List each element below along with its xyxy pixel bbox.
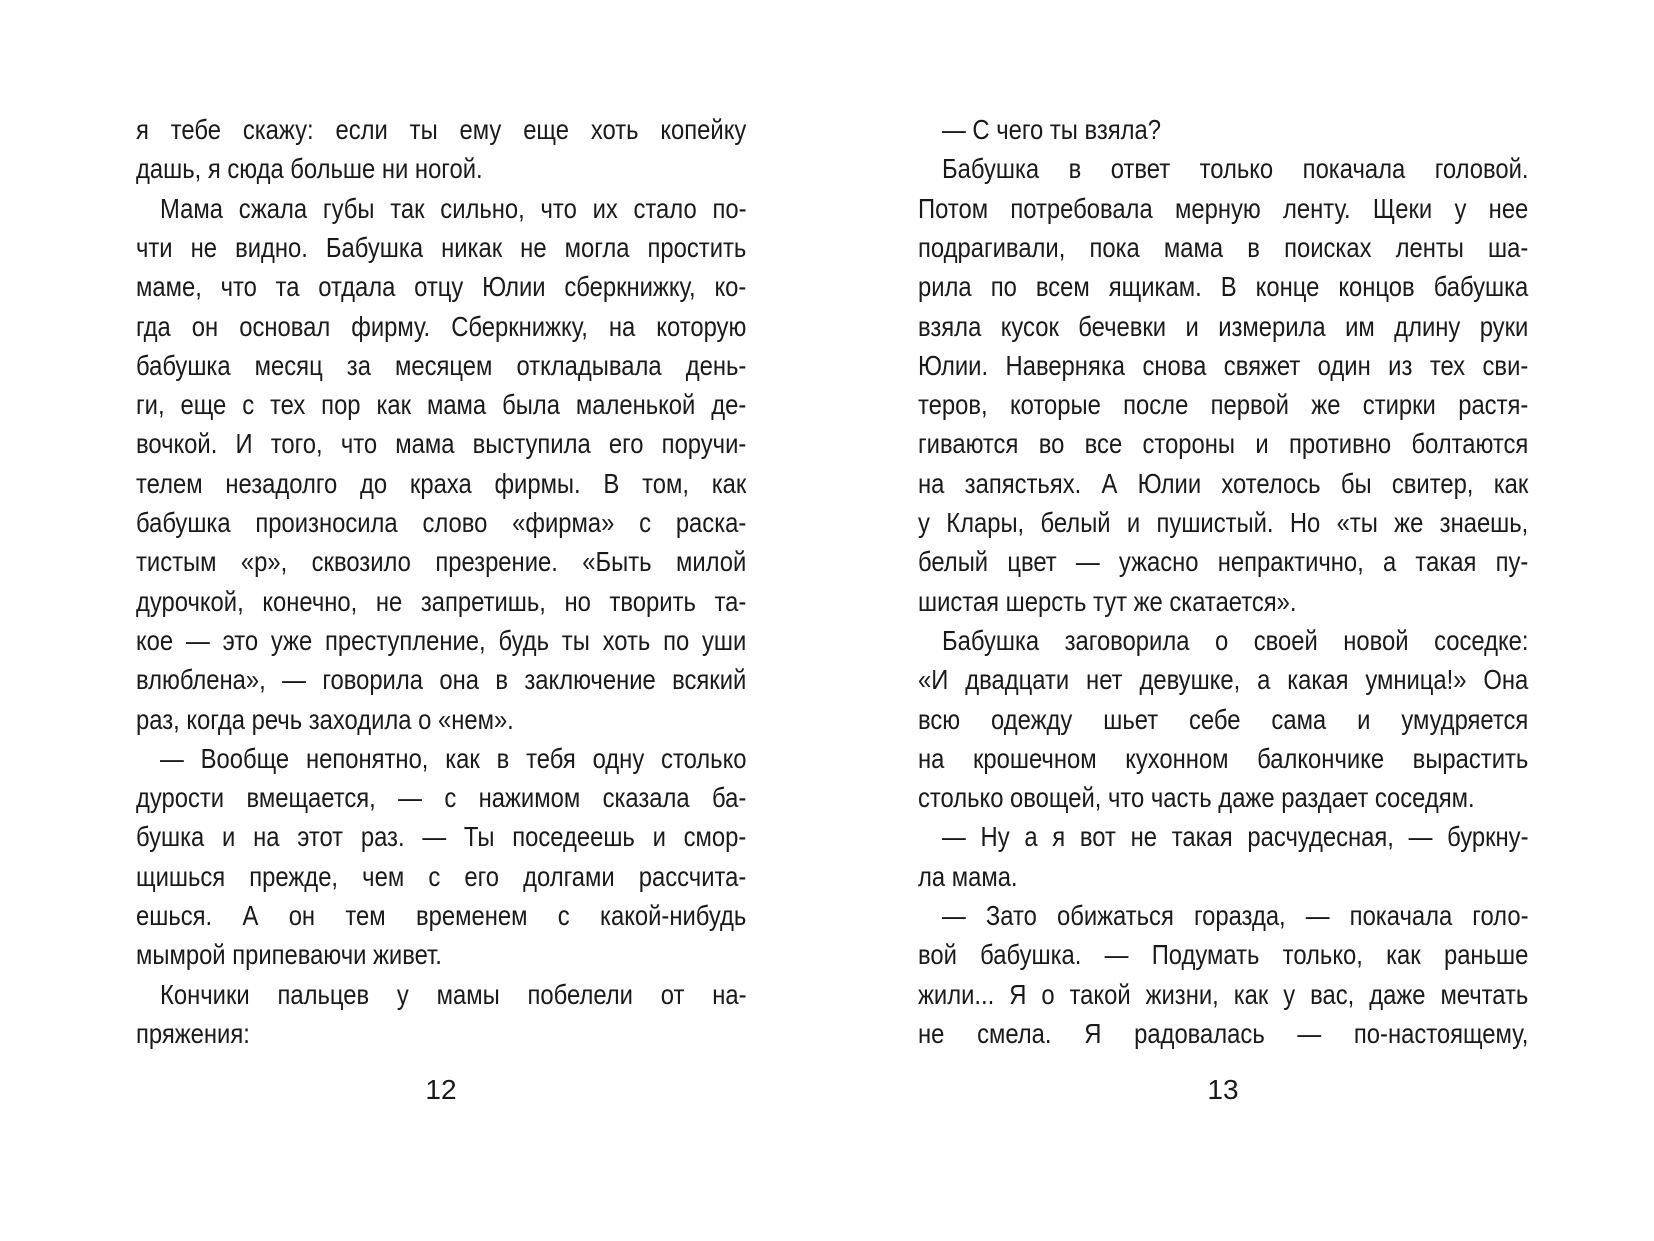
text-line [136, 503, 854, 542]
line-text: — С чего ты взяла? [942, 114, 1162, 145]
line-text: дурочкой, конечно, не запретишь, но творить та- [136, 585, 747, 617]
line-text: Потом потребовала мерную ленту. Щеки у нее [918, 192, 1529, 224]
text-line [918, 503, 1636, 542]
line-text: «И двадцати нет девушке, а какая умница!» Она [918, 664, 1529, 696]
line-text: я тебе скажу: если ты ему еще хоть копейку [136, 114, 747, 145]
text-line [136, 464, 854, 503]
text-line [160, 189, 850, 228]
line-text: Юлии. Наверняка снова свяжет один из тех сви- [918, 349, 1529, 381]
text-line [918, 700, 1636, 739]
line-text: щишься прежде, чем с его долгами рассчита- [136, 860, 747, 892]
line-text: — Ну а я вот не такая расчудесная, — буркну- [942, 821, 1529, 853]
text-line [918, 346, 1636, 385]
text-line [918, 857, 1636, 896]
line-text: Бабушка заговорила о своей новой соседке: [942, 624, 1529, 656]
page-number-right: 13 [1207, 1074, 1239, 1105]
line-text: — Вообще непонятно, как в тебя одну столько [160, 742, 747, 774]
text-line [136, 228, 854, 267]
page-number-left: 12 [425, 1074, 457, 1105]
text-line [136, 1014, 854, 1053]
line-text: мымрой припеваючи живет. [136, 939, 442, 971]
text-line [160, 975, 850, 1014]
line-text: жили... Я о такой жизни, как у вас, даже мечтать [918, 978, 1529, 1010]
text-line [942, 110, 1632, 149]
text-line [918, 385, 1636, 424]
text-line [918, 307, 1636, 346]
text-line [942, 817, 1632, 856]
text-line [160, 739, 850, 778]
line-text: Бабушка в ответ только покачала головой. [942, 153, 1529, 185]
text-line [136, 110, 854, 149]
text-line [918, 464, 1636, 503]
line-text: гда он основал фирму. Сберкнижку, на которую [136, 310, 747, 342]
line-text: теров, которые после первой же стирки растя- [918, 389, 1529, 421]
line-text: бабушка произносила слово «фирма» с раска- [136, 507, 747, 538]
line-text: бушка и на этот раз. — Ты поседеешь и смор- [136, 821, 747, 853]
text-line [918, 660, 1636, 699]
line-text: не смела. Я радовалась — по-настоящему, [918, 1017, 1529, 1049]
text-line [136, 621, 854, 660]
line-text: пряжения: [136, 1017, 250, 1049]
line-text: кое — это уже преступление, будь ты хоть по уши [136, 624, 747, 656]
page-left [136, 110, 746, 1110]
line-text: вой бабушка. — Подумать только, как раньше [918, 939, 1529, 971]
line-text: чти не видно. Бабушка никак не могла простить [136, 231, 747, 263]
text-line [918, 582, 1636, 621]
line-text: ешься. А он тем временем с какой-нибудь [136, 900, 747, 931]
text-line [136, 149, 854, 188]
text-line [136, 267, 854, 306]
text-line [918, 542, 1636, 581]
line-text: белый цвет — ужасно непрактично, а такая пу- [918, 546, 1529, 578]
line-text: рила по всем ящикам. В конце концов бабушка [918, 271, 1529, 303]
text-line [136, 542, 854, 581]
text-line [136, 778, 854, 817]
line-text: телем незадолго до краха фирмы. В том, как [136, 467, 747, 499]
line-text: тистым «р», сквозило презрение. «Быть милой [136, 546, 747, 578]
text-line [136, 896, 854, 935]
text-line [136, 346, 854, 385]
text-line [942, 896, 1632, 935]
line-text: ла мама. [918, 860, 1018, 892]
text-line [136, 385, 854, 424]
line-text: подрагивали, пока мама в поисках ленты ша- [918, 231, 1529, 263]
line-text: у Клары, белый и пушистый. Но «ты же знаешь, [918, 507, 1529, 538]
text-line [918, 189, 1636, 228]
line-text: шистая шерсть тут же скатается». [918, 585, 1297, 617]
line-text: Мама сжала губы так сильно, что их стало по- [160, 192, 747, 224]
text-line [136, 700, 854, 739]
text-line [918, 975, 1636, 1014]
text-line [918, 778, 1636, 817]
text-line [136, 660, 854, 699]
line-text: вочкой. И того, что мама выступила его поручи- [136, 428, 747, 460]
text-line [942, 149, 1632, 188]
text-line [136, 424, 854, 463]
line-text: всю одежду шьет себе сама и умудряется [918, 703, 1529, 735]
text-line [918, 1014, 1636, 1053]
line-text: столько овощей, что часть даже раздает соседям. [918, 782, 1475, 814]
text-line [918, 267, 1636, 306]
page-right [918, 110, 1528, 1110]
text-line [136, 582, 854, 621]
text-line [136, 857, 854, 896]
text-line [136, 307, 854, 346]
line-text: влюблена», — говорила она в заключение всякий [136, 664, 747, 696]
text-line [918, 424, 1636, 463]
line-text: — Зато обижаться горазда, — покачала голо- [942, 900, 1529, 931]
text-line [136, 817, 854, 856]
line-text: Кончики пальцев у мамы побелели от на- [160, 978, 747, 1010]
line-text: гиваются во все стороны и противно болтаются [918, 428, 1529, 460]
text-line [918, 739, 1636, 778]
line-text: маме, что та отдала отцу Юлии сберкнижку, ко- [136, 271, 747, 303]
line-text: на крошечном кухонном балкончике вырастить [918, 742, 1529, 774]
line-text: дашь, я сюда больше ни ногой. [136, 153, 483, 185]
text-line [136, 935, 854, 974]
text-line [942, 621, 1632, 660]
line-text: дурости вмещается, — с нажимом сказала ба- [136, 782, 747, 814]
line-text: бабушка месяц за месяцем откладывала день- [136, 349, 747, 381]
text-line [918, 935, 1636, 974]
text-line [918, 228, 1636, 267]
line-text: на запястьях. А Юлии хотелось бы свитер, как [918, 467, 1529, 499]
line-text: раз, когда речь заходила о «нем». [136, 703, 514, 735]
line-text: ги, еще с тех пор как мама была маленькой де- [136, 389, 747, 421]
line-text: взяла кусок бечевки и измерила им длину руки [918, 310, 1529, 342]
